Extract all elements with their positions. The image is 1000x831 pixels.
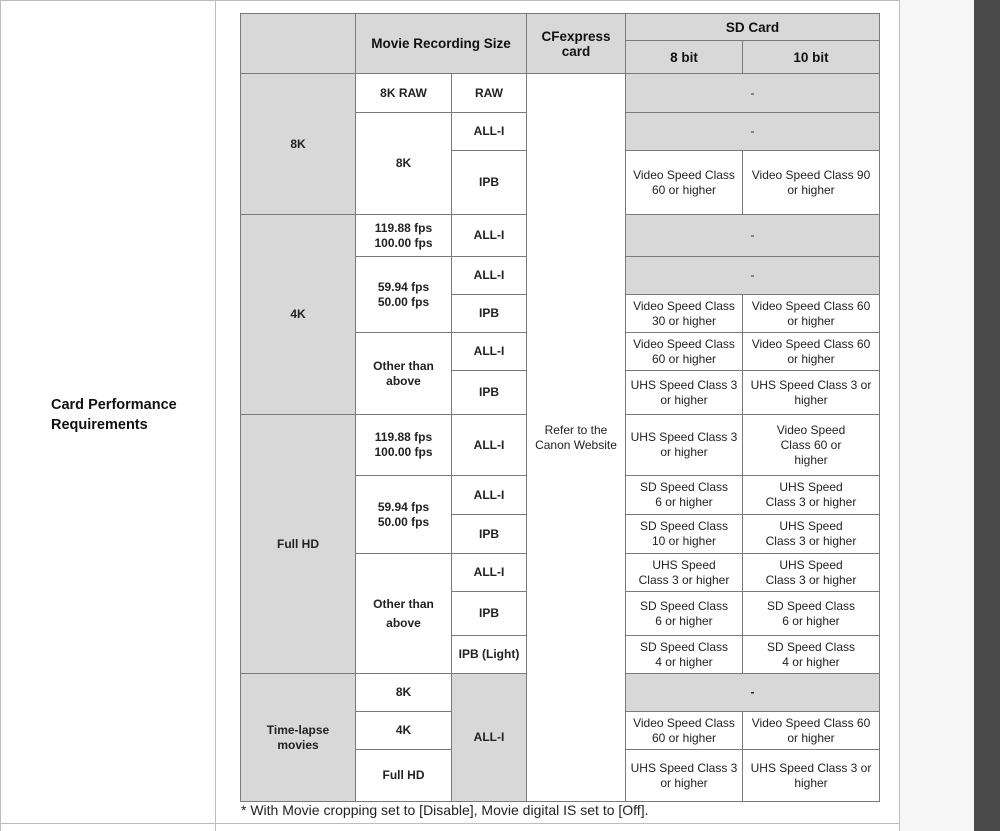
sd-fhd60-ipb-8bit: SD Speed Class 10 or higher bbox=[626, 515, 743, 554]
size-fhd-60fps: 59.94 fps 50.00 fps bbox=[356, 476, 452, 554]
size-4k-120fps: 119.88 fps 100.00 fps bbox=[356, 215, 452, 257]
comp-fhdother-ipb: IPB bbox=[452, 592, 527, 636]
sd-fhdother-light-8bit: SD Speed Class 4 or higher bbox=[626, 636, 743, 674]
size-tl-8k: 8K bbox=[356, 674, 452, 712]
comp-fhdother-alli: ALL-I bbox=[452, 554, 527, 592]
comp-4kother-alli: ALL-I bbox=[452, 333, 527, 371]
sd-tl-fhd-8bit: UHS Speed Class 3 or higher bbox=[626, 750, 743, 802]
comp-fhd120-alli: ALL-I bbox=[452, 415, 527, 476]
group-full-hd: Full HD bbox=[241, 415, 356, 674]
comp-4k60-alli: ALL-I bbox=[452, 257, 527, 295]
comp-fhd60-ipb: IPB bbox=[452, 515, 527, 554]
sd-fhd120-10bit: Video Speed Class 60 or higher bbox=[743, 415, 880, 476]
footnote: * With Movie cropping set to [Disable], Movie digital IS set to [Off]. bbox=[241, 802, 649, 818]
size-4k-other: Other than above bbox=[356, 333, 452, 415]
comp-fhd60-alli: ALL-I bbox=[452, 476, 527, 515]
sd-fhd120-8bit: UHS Speed Class 3 or higher bbox=[626, 415, 743, 476]
group-time-lapse: Time-lapse movies bbox=[241, 674, 356, 802]
sd-4kother-ipb-10bit: UHS Speed Class 3 or higher bbox=[743, 371, 880, 415]
scrollbar-track[interactable] bbox=[974, 0, 1000, 831]
comp-8k-alli: ALL-I bbox=[452, 113, 527, 151]
comp-timelapse-alli: ALL-I bbox=[452, 674, 527, 802]
size-8k-raw: 8K RAW bbox=[356, 74, 452, 113]
header-10bit: 10 bit bbox=[743, 41, 880, 74]
size-tl-4k: 4K bbox=[356, 712, 452, 750]
sd-4kother-ipb-8bit: UHS Speed Class 3 or higher bbox=[626, 371, 743, 415]
header-sd-card: SD Card bbox=[626, 14, 880, 41]
top-rule bbox=[1, 0, 899, 1]
group-4k: 4K bbox=[241, 215, 356, 415]
size-fhd-other: Other than above bbox=[356, 554, 452, 674]
header-cfexpress: CFexpress card bbox=[527, 14, 626, 74]
size-fhd-120fps: 119.88 fps 100.00 fps bbox=[356, 415, 452, 476]
sd-tl-8k: - bbox=[626, 674, 880, 712]
size-8k: 8K bbox=[356, 113, 452, 215]
cfexpress-note: Refer to the Canon Website bbox=[527, 74, 626, 802]
group-8k: 8K bbox=[241, 74, 356, 215]
sd-8kraw: - bbox=[626, 74, 880, 113]
size-4k-60fps: 59.94 fps 50.00 fps bbox=[356, 257, 452, 333]
comp-4k120-alli: ALL-I bbox=[452, 215, 527, 257]
comp-8k-ipb: IPB bbox=[452, 151, 527, 215]
sd-8k-ipb-10bit: Video Speed Class 90 or higher bbox=[743, 151, 880, 215]
sd-fhdother-alli-8bit: UHS Speed Class 3 or higher bbox=[626, 554, 743, 592]
header-recording-size: Movie Recording Size bbox=[356, 14, 527, 74]
bottom-rule bbox=[1, 823, 899, 824]
comp-4kother-ipb: IPB bbox=[452, 371, 527, 415]
card-requirements-table bbox=[240, 13, 880, 802]
sd-fhdother-alli-10bit: UHS Speed Class 3 or higher bbox=[743, 554, 880, 592]
sd-4k60-ipb-10bit: Video Speed Class 60 or higher bbox=[743, 295, 880, 333]
sd-tl-4k-8bit: Video Speed Class 60 or higher bbox=[626, 712, 743, 750]
sd-4kother-alli-10bit: Video Speed Class 60 or higher bbox=[743, 333, 880, 371]
sd-fhd60-alli-8bit: SD Speed Class 6 or higher bbox=[626, 476, 743, 515]
sd-tl-fhd-10bit: UHS Speed Class 3 or higher bbox=[743, 750, 880, 802]
comp-fhdother-ipb-light: IPB (Light) bbox=[452, 636, 527, 674]
header-blank bbox=[241, 14, 356, 74]
sd-8k-alli: - bbox=[626, 113, 880, 151]
sd-fhdother-light-10bit: SD Speed Class 4 or higher bbox=[743, 636, 880, 674]
sd-4k60-alli: - bbox=[626, 257, 880, 295]
sd-4k60-ipb-8bit: Video Speed Class 30 or higher bbox=[626, 295, 743, 333]
header-8bit: 8 bit bbox=[626, 41, 743, 74]
comp-raw: RAW bbox=[452, 74, 527, 113]
sd-fhdother-ipb-8bit: SD Speed Class 6 or higher bbox=[626, 592, 743, 636]
comp-4k60-ipb: IPB bbox=[452, 295, 527, 333]
sd-fhd60-alli-10bit: UHS Speed Class 3 or higher bbox=[743, 476, 880, 515]
size-tl-full-hd: Full HD bbox=[356, 750, 452, 802]
sd-fhd60-ipb-10bit: UHS Speed Class 3 or higher bbox=[743, 515, 880, 554]
column-divider bbox=[215, 0, 216, 831]
sd-4k120: - bbox=[626, 215, 880, 257]
sd-8k-ipb-8bit: Video Speed Class 60 or higher bbox=[626, 151, 743, 215]
sd-fhdother-ipb-10bit: SD Speed Class 6 or higher bbox=[743, 592, 880, 636]
sd-4kother-alli-8bit: Video Speed Class 60 or higher bbox=[626, 333, 743, 371]
sd-tl-4k-10bit: Video Speed Class 60 or higher bbox=[743, 712, 880, 750]
row-label-card-performance: Card Performance Requirements bbox=[51, 397, 177, 433]
